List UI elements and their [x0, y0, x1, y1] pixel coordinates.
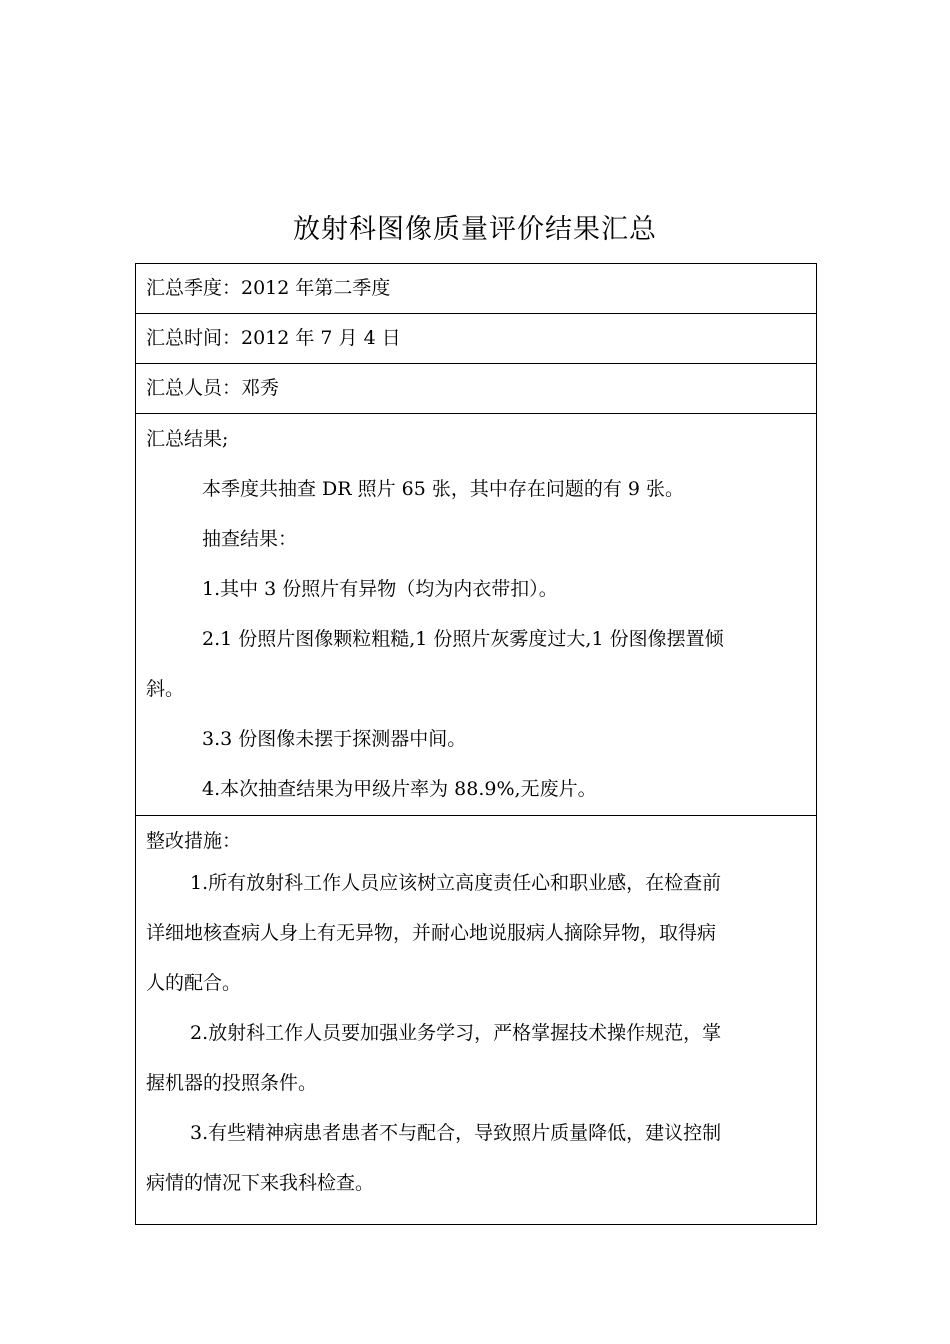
- measure-item-continuation: 详细地核查病人身上有无异物，并耐心地说服病人摘除异物，取得病: [146, 922, 717, 944]
- measure-item: 3.有些精神病患者患者不与配合，导致照片质量降低，建议控制: [190, 1122, 722, 1144]
- person-row: [136, 364, 816, 414]
- quarter-label: 汇总季度：2012 年第二季度: [146, 277, 391, 299]
- results-summary: 本季度共抽查 DR 照片 65 张，其中存在问题的有 9 张。: [202, 478, 685, 500]
- quarter-row: [136, 264, 816, 314]
- person-label: 汇总人员：邓秀: [146, 377, 280, 399]
- result-item: 3.3 份图像未摆于探测器中间。: [202, 728, 467, 750]
- measure-item: 2.放射科工作人员要加强业务学习，严格掌握技术操作规范，掌: [190, 1022, 722, 1044]
- measure-item-continuation: 人的配合。: [146, 972, 242, 994]
- results-heading: 汇总结果;: [146, 428, 229, 450]
- measure-item: 1.所有放射科工作人员应该树立高度责任心和职业感，在检查前: [190, 872, 722, 894]
- measures-heading: 整改措施：: [146, 830, 242, 852]
- result-item: 4.本次抽查结果为甲级片率为 88.9%,无废片。: [202, 778, 597, 800]
- results-subheading: 抽查结果：: [202, 528, 298, 550]
- document-title: 放射科图像质量评价结果汇总: [293, 214, 657, 245]
- measures-section: [136, 816, 816, 1224]
- time-label: 汇总时间：2012 年 7 月 4 日: [146, 327, 401, 349]
- measure-item-continuation: 握机器的投照条件。: [146, 1072, 318, 1094]
- summary-table: [135, 263, 817, 1225]
- time-row: [136, 314, 816, 364]
- measure-item-continuation: 病情的情况下来我科检查。: [146, 1172, 375, 1194]
- result-item-continuation: 斜。: [146, 678, 185, 700]
- result-item: 2.1 份照片图像颗粒粗糙,1 份照片灰雾度过大,1 份图像摆置倾: [202, 628, 724, 650]
- results-section: [136, 414, 816, 816]
- result-item: 1.其中 3 份照片有异物（均为内衣带扣）。: [202, 578, 558, 600]
